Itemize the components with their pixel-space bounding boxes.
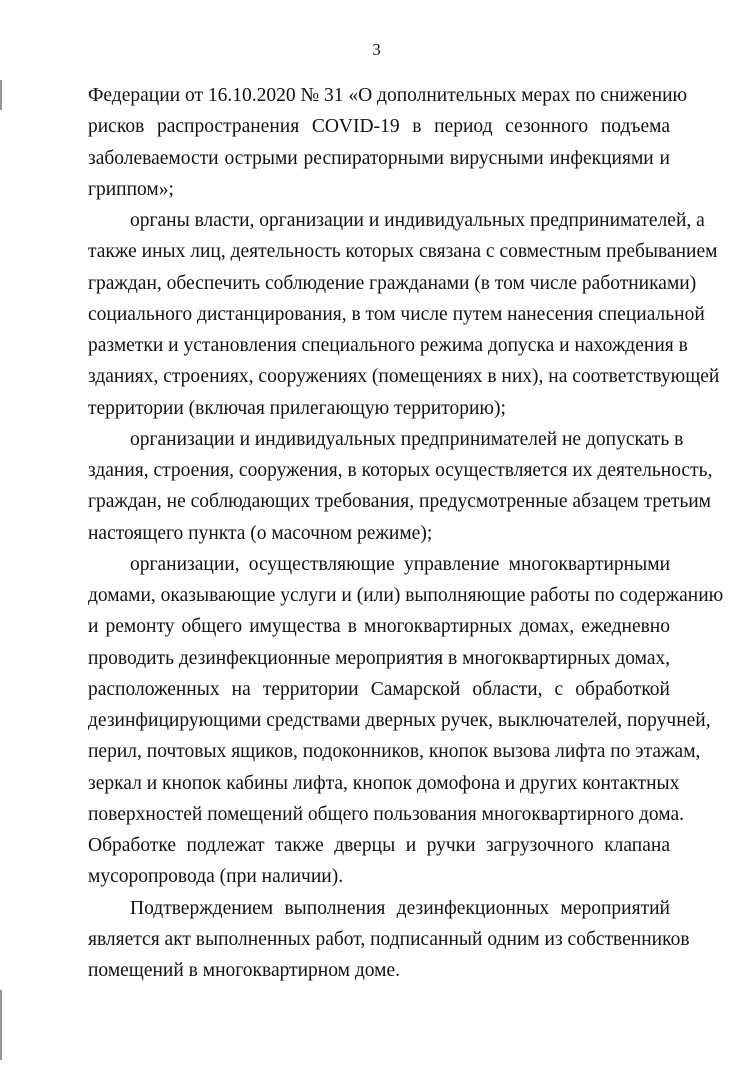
text-line: граждан, обеспечить соблюдение гражданами (в том числе работниками) <box>88 272 697 294</box>
text-line: заболеваемости острыми респираторными вирусными инфекциями и <box>88 147 670 169</box>
text-line: перил, почтовых ящиков, подоконников, кнопок вызова лифта по этажам, <box>88 741 701 763</box>
text-line: зеркал и кнопок кабины лифта, кнопок домофона и других контактных <box>88 772 680 794</box>
text-line: гриппом»; <box>88 178 174 200</box>
text-line: помещений в многоквартирном доме. <box>88 960 401 981</box>
text-line: организации, осуществляющие управление многоквартирными <box>130 553 670 575</box>
paragraph <box>88 549 724 893</box>
text-line: Обработке подлежат также дверцы и ручки загрузочного клапана <box>88 835 670 856</box>
text-line: Подтверждением выполнения дезинфекционных мероприятий <box>130 897 670 919</box>
text-line: здания, строения, сооружения, в которых осуществляется их деятельность, <box>88 460 713 481</box>
paragraph <box>88 424 713 549</box>
text-line: поверхностей помещений общего пользования многоквартирного дома. <box>88 803 685 825</box>
text-line: разметки и установления специального режима допуска и нахождения в <box>88 335 688 356</box>
document-body <box>88 80 724 986</box>
text-line: домами, оказывающие услуги и (или) выполняющие работы по содержанию <box>88 585 724 606</box>
paragraph <box>88 80 688 205</box>
text-line: организации и индивидуальных предпринимателей не допускать в <box>130 428 684 450</box>
text-line: проводить дезинфекционные мероприятия в многоквартирных домах, <box>88 647 671 669</box>
text-line: территории (включая прилегающую территорию); <box>88 397 506 419</box>
text-line: Федерации от 16.10.2020 № 31 «О дополнительных мерах по снижению <box>88 85 688 106</box>
text-line: дезинфицирующими средствами дверных ручек, выключателей, поручней, <box>88 710 711 731</box>
scan-edge-mark <box>0 80 2 110</box>
scan-edge-mark <box>0 990 2 1060</box>
paragraph <box>88 893 690 987</box>
text-line: органы власти, организации и индивидуальных предпринимателей, а <box>130 210 705 231</box>
text-line: расположенных на территории Самарской области, с обработкой <box>88 678 670 700</box>
text-line: настоящего пункта (о масочном режиме); <box>88 522 433 544</box>
text-line: зданиях, строениях, сооружениях (помещениях в них), на соответствующей <box>88 366 720 388</box>
text-line: рисков распространения COVID-19 в период сезонного подъема <box>88 116 670 138</box>
text-line: и ремонту общего имущества в многоквартирных домах, ежедневно <box>88 616 670 638</box>
text-line: граждан, не соблюдающих требования, предусмотренные абзацем третьим <box>88 491 712 513</box>
text-line: является акт выполненных работ, подписанный одним из собственников <box>88 928 690 950</box>
text-line: социального дистанцирования, в том числе путем нанесения специальной <box>88 303 705 325</box>
text-line: мусоропровода (при наличии). <box>88 866 344 888</box>
text-line: также иных лиц, деятельность которых связана с совместным пребыванием <box>88 241 718 263</box>
paragraph <box>88 205 720 424</box>
page-number: 3 <box>372 40 381 59</box>
